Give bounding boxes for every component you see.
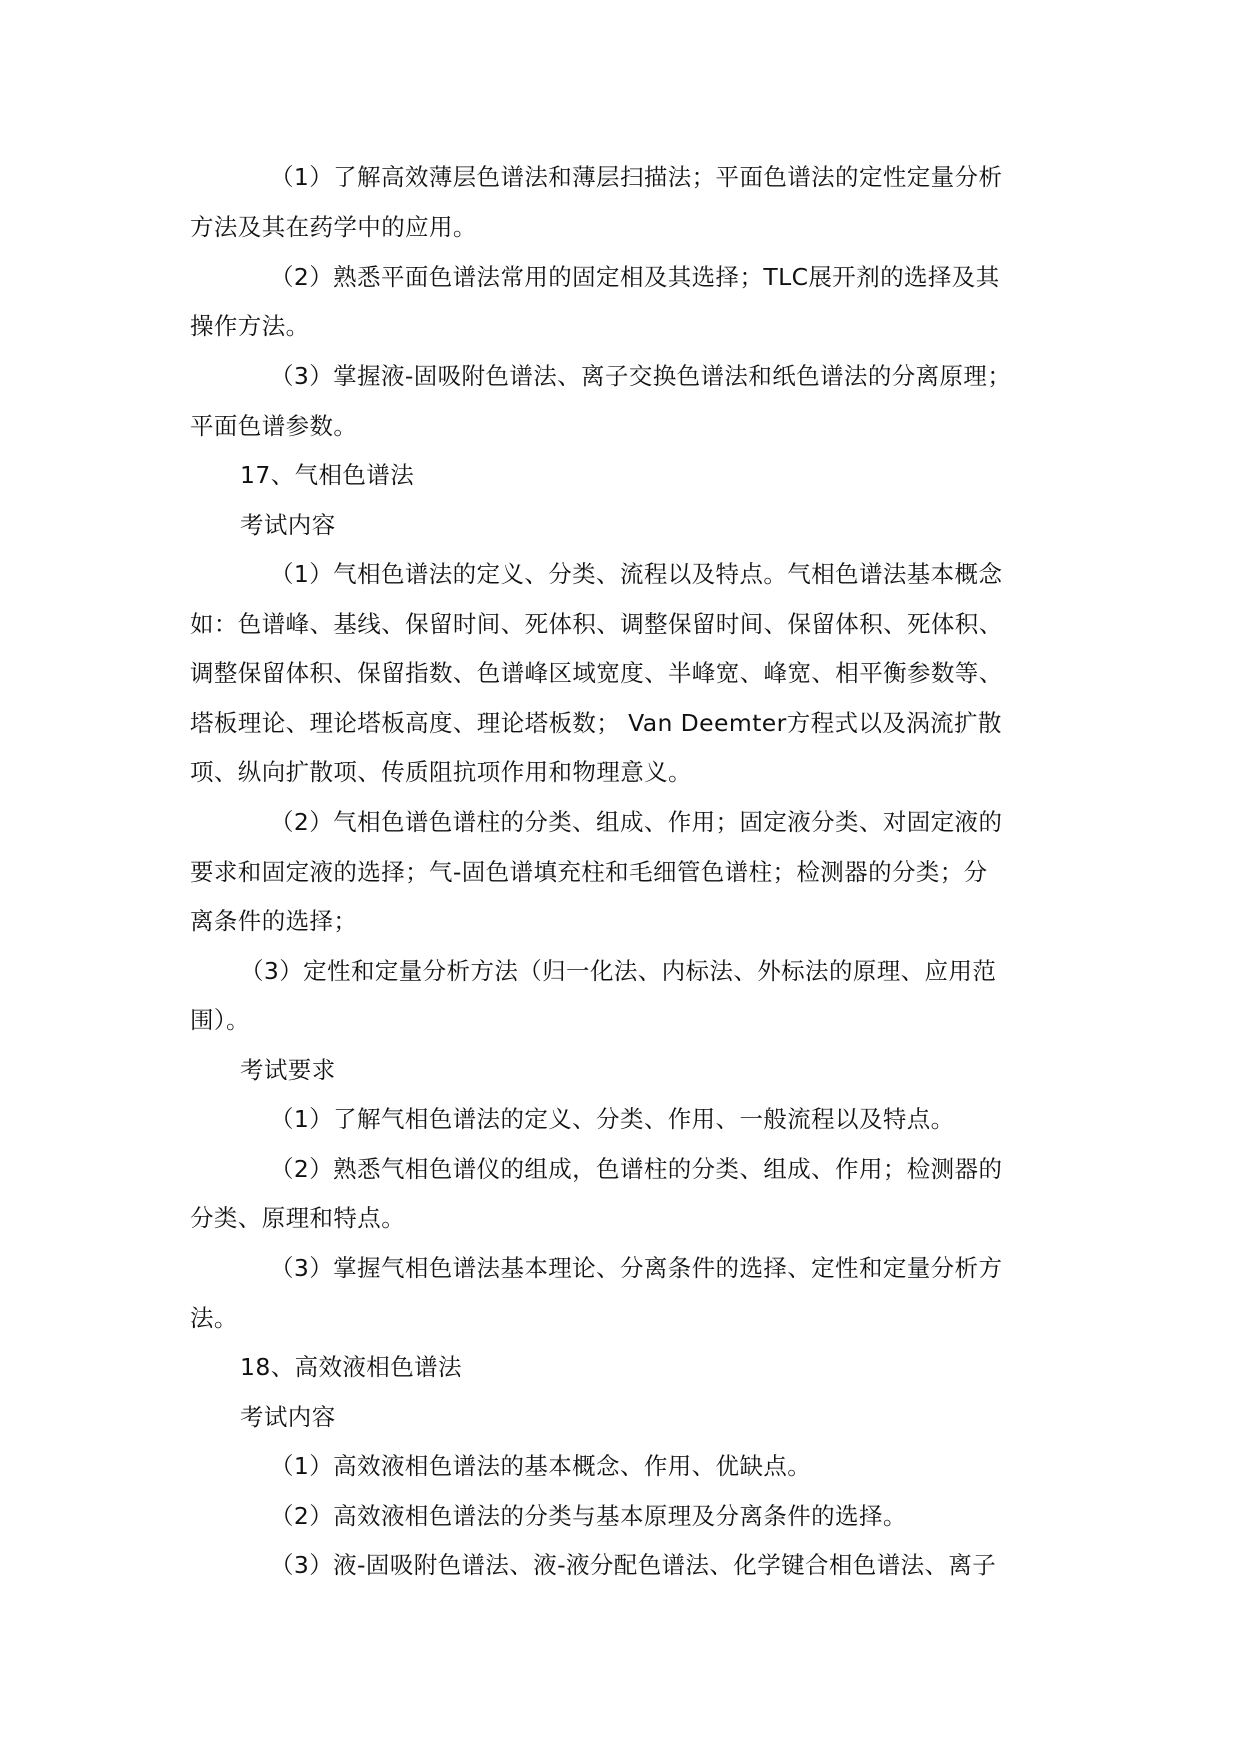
text-line: （3）液-固吸附色谱法、液-液分配色谱法、化学键合相色谱法、离子 <box>270 1551 997 1579</box>
text-line: （2）气相色谱色谱柱的分类、组成、作用；固定液分类、对固定液的 <box>270 808 1003 836</box>
text-line: 调整保留体积、保留指数、色谱峰区域宽度、半峰宽、峰宽、相平衡参数等、 <box>190 659 1003 687</box>
text-line: （3）定性和定量分析方法（归一化法、内标法、外标法的原理、应用范 <box>240 957 997 985</box>
text-line: 分类、原理和特点。 <box>190 1204 406 1232</box>
section-heading: 17、气相色谱法 <box>240 461 415 489</box>
text-line: （1）气相色谱法的定义、分类、流程以及特点。气相色谱法基本概念 <box>270 560 1003 588</box>
text-line: 塔板理论、理论塔板高度、理论塔板数； Van Deemter方程式以及涡流扩散 <box>190 709 1002 737</box>
text-line: （3）掌握气相色谱法基本理论、分离条件的选择、定性和定量分析方 <box>270 1254 1003 1282</box>
text-line: 围）。 <box>190 1006 250 1034</box>
text-line: 法。 <box>190 1304 238 1332</box>
text-line: （3）掌握液-固吸附色谱法、离子交换色谱法和纸色谱法的分离原理； <box>270 362 1012 390</box>
text-line: （1）高效液相色谱法的基本概念、作用、优缺点。 <box>270 1452 812 1480</box>
text-line: 方法及其在药学中的应用。 <box>190 213 477 241</box>
text-line: 项、纵向扩散项、传质阻抗项作用和物理意义。 <box>190 758 692 786</box>
text-line: （1）了解高效薄层色谱法和薄层扫描法；平面色谱法的定性定量分析 <box>270 163 1003 191</box>
text-line: （2）高效液相色谱法的分类与基本原理及分离条件的选择。 <box>270 1502 907 1530</box>
text-line: （2）熟悉平面色谱法常用的固定相及其选择；TLC展开剂的选择及其 <box>270 263 1000 291</box>
text-line: 操作方法。 <box>190 312 310 340</box>
text-line: 平面色谱参数。 <box>190 412 358 440</box>
subheading: 考试要求 <box>240 1056 336 1084</box>
text-line: 要求和固定液的选择；气-固色谱填充柱和毛细管色谱柱；检测器的分类；分 <box>190 858 988 886</box>
text-line: 如：色谱峰、基线、保留时间、死体积、调整保留时间、保留体积、死体积、 <box>190 610 1003 638</box>
subheading: 考试内容 <box>240 1403 336 1431</box>
text-line: （2）熟悉气相色谱仪的组成，色谱柱的分类、组成、作用；检测器的 <box>270 1155 1003 1183</box>
subheading: 考试内容 <box>240 511 336 539</box>
section-heading: 18、高效液相色谱法 <box>240 1353 462 1381</box>
text-line: 离条件的选择； <box>190 907 358 935</box>
text-line: （1）了解气相色谱法的定义、分类、作用、一般流程以及特点。 <box>270 1105 955 1133</box>
